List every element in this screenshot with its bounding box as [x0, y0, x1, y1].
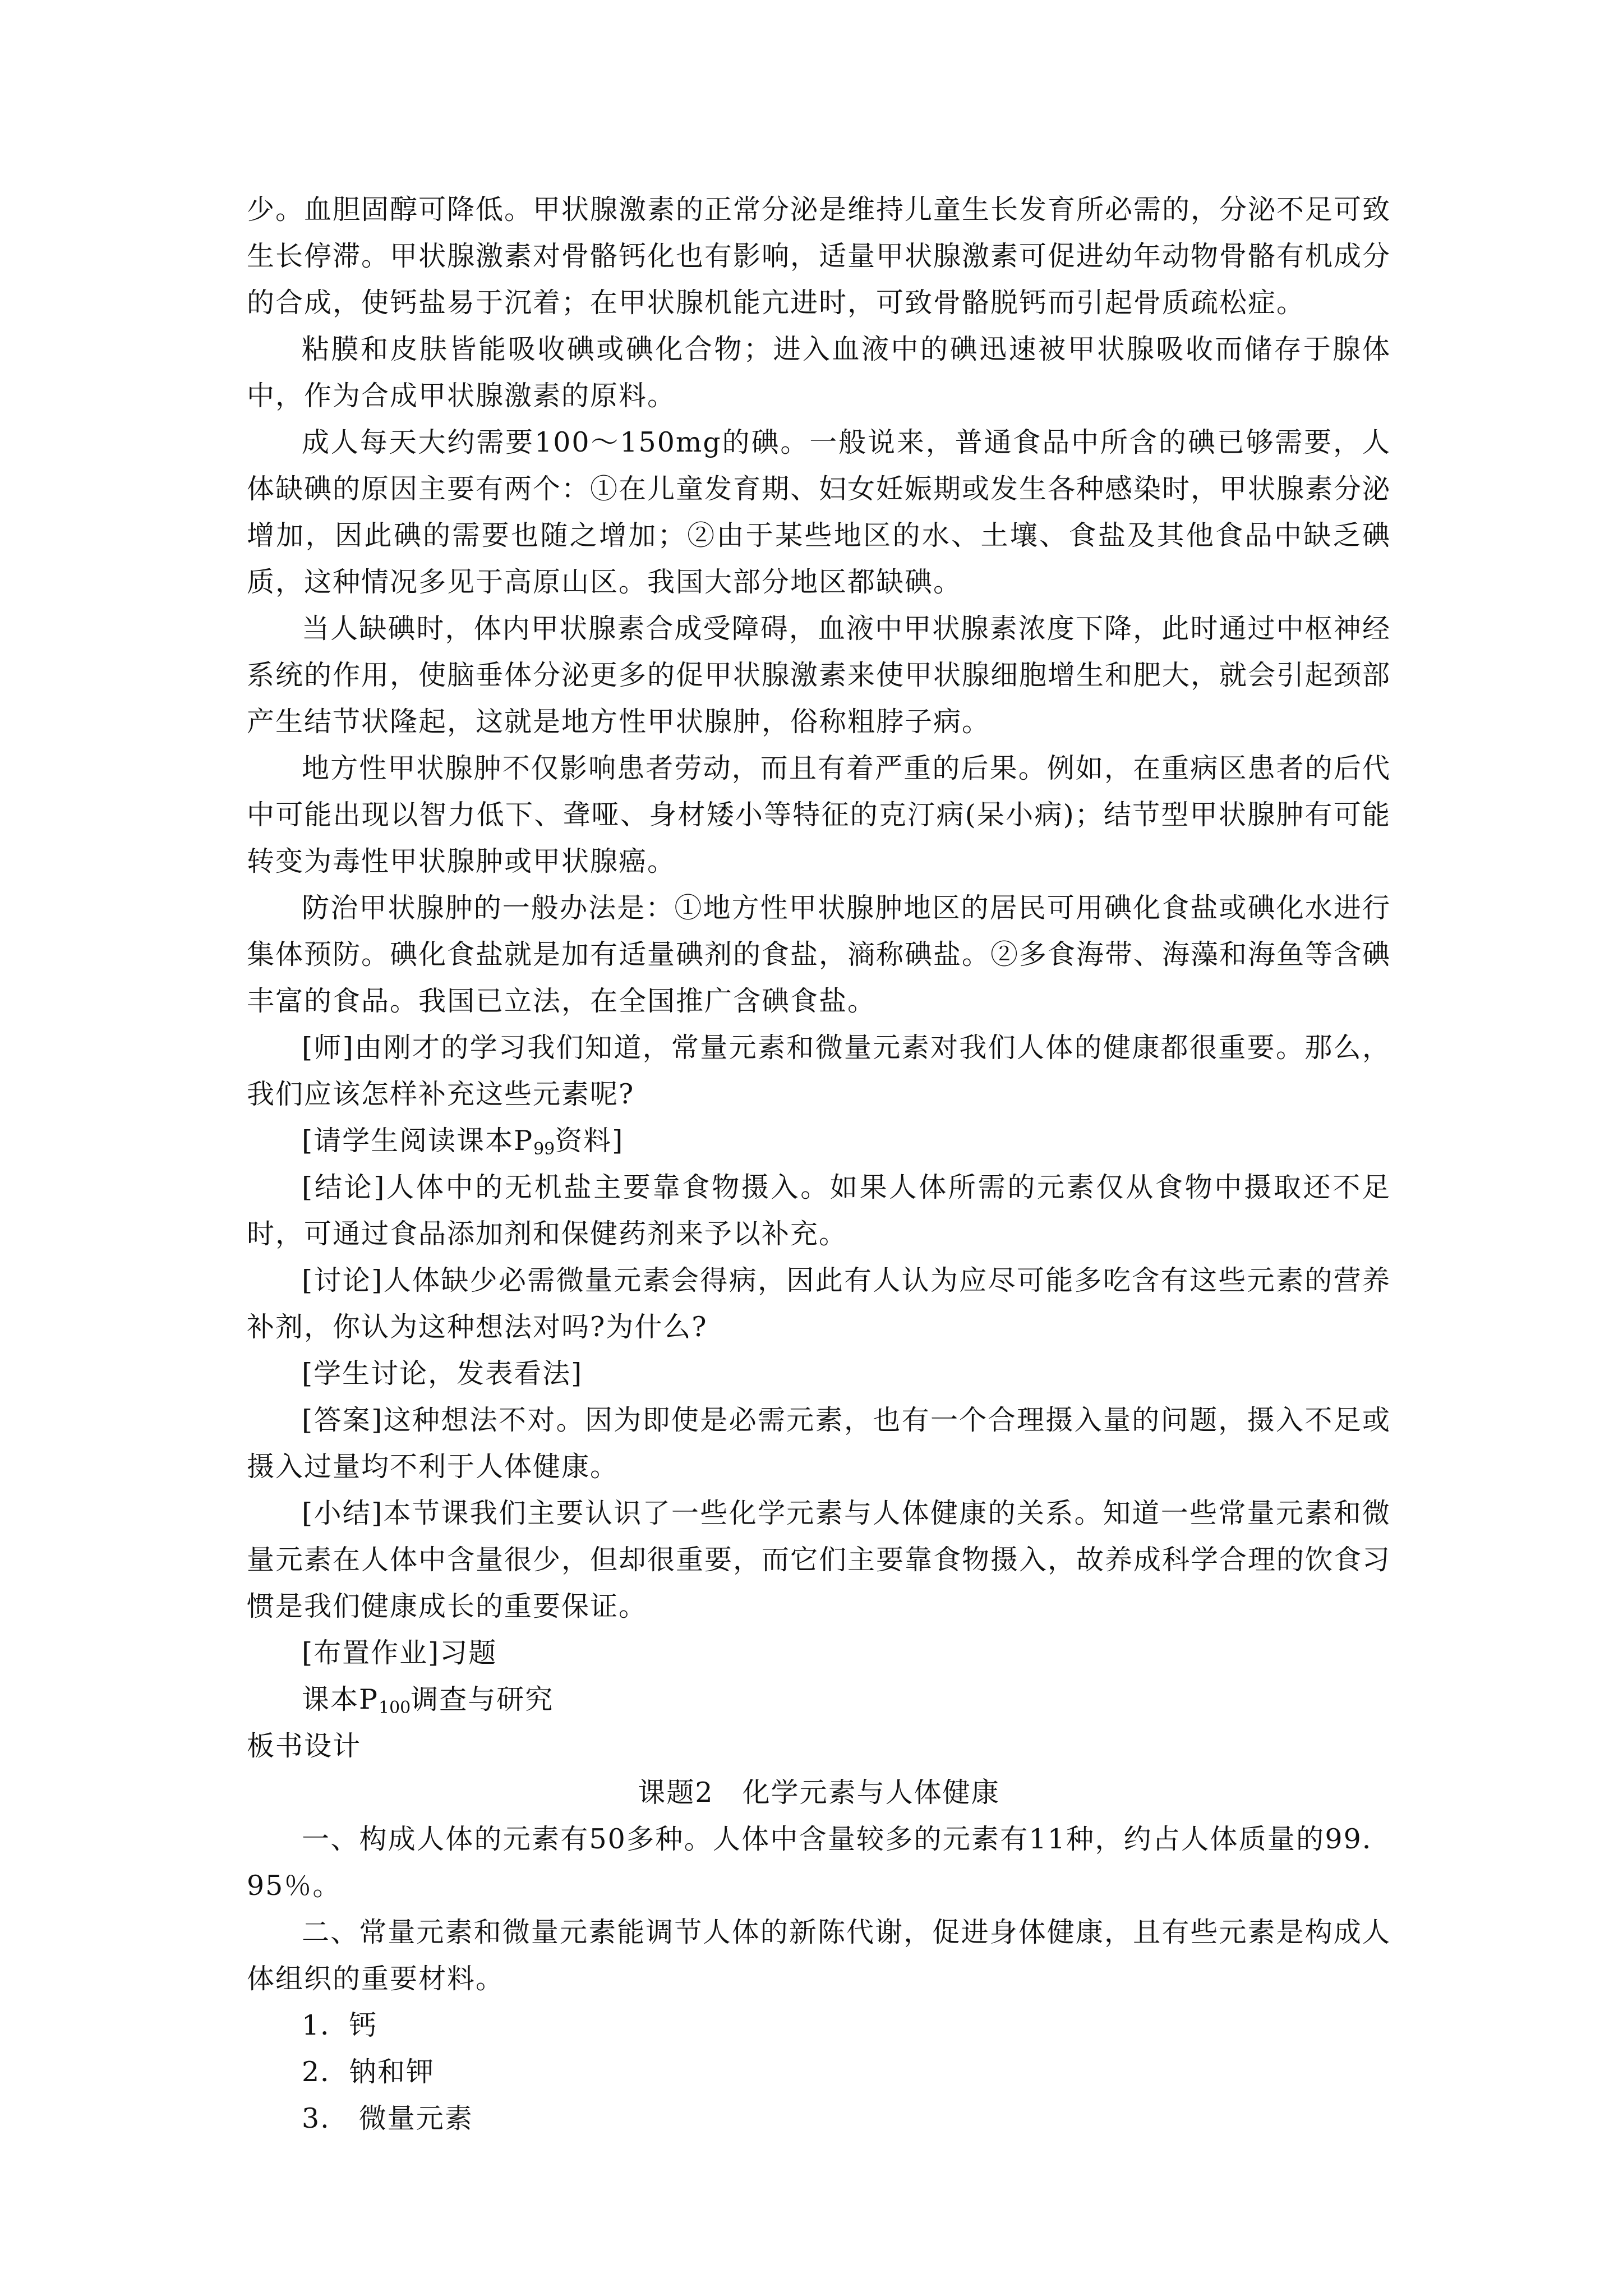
paragraph-goiter-prevention: 防治甲状腺肿的一般办法是：①地方性甲状腺肿地区的居民可用碘化食盐或碘化水进行集体预防。碘化食盐就是加有适量碘剂的食盐，滳称碘盐。②多食海带、海藻和海鱼等含碘丰富的食品。我国已立法，在全国推广含碘食盐。 [247, 892, 1391, 1017]
paragraph-teacher-question: [师]由刚才的学习我们知道，常量元素和微量元素对我们人体的健康都很重要。那么，我们应该怎样补充这些元素呢? [247, 1032, 1391, 1110]
reading-task-text: [请学生阅读课本P [302, 1125, 534, 1157]
homework-research-text: 课本P [302, 1683, 379, 1715]
paragraph-answer: [答案]这种想法不对。因为即使是必需元素，也有一个合理摄入量的问题，摄入不足或摄入过量均不利于人体健康。 [247, 1404, 1391, 1483]
board-point-2: 二、常量元素和微量元素能调节人体的新陈代谢，促进身体健康，且有些元素是构成人体组织的重要材料。 [247, 1916, 1391, 1995]
reading-task-page: 99 [533, 1139, 555, 1159]
paragraph-iodine-deficiency: 当人缺碘时，体内甲状腺素合成受障碍，血液中甲状腺素浓度下降，此时通过中枢神经系统的作用，使脑垂体分泌更多的促甲状腺激素来使甲状腺细胞增生和肥大，就会引起颈部产生结节状隆起，这就是地方性甲状腺肿，俗称粗脖子病。 [247, 613, 1391, 738]
paragraph-conclusion: [结论]人体中的无机盐主要靠食物摄入。如果人体所需的元素仅从食物中摄取还不足时，可通过食品添加剂和保健药剂来予以补充。 [247, 1171, 1391, 1250]
board-point-1: 一、构成人体的元素有50多种。人体中含量较多的元素有11种，约占人体质量的99．95％。 [247, 1823, 1391, 1902]
paragraph-summary: [小结]本节课我们主要认识了一些化学元素与人体健康的关系。知道一些常量元素和微量元素在人体中含量很少，但却很重要，而它们主要靠食物摄入，故养成科学合理的饮食习惯是我们健康成长的重要保证。 [247, 1497, 1391, 1622]
board-design-heading: 板书设计 [247, 1730, 362, 1762]
document-page [247, 186, 1391, 2142]
paragraph-goiter-consequences: 地方性甲状腺肿不仅影响患者劳动，而且有着严重的后果。例如，在重病区患者的后代中可能出现以智力低下、聋哑、身材矮小等特征的克汀病(呆小病)；结节型甲状腺肿有可能转变为毒性甲状腺肿或甲状腺癌。 [247, 752, 1391, 877]
paragraph-discussion: [讨论]人体缺少必需微量元素会得病，因此有人认为应尽可能多吃含有这些元素的营养补剂，你认为这种想法对吗?为什么? [247, 1264, 1391, 1343]
paragraph-iodine-requirement: 成人每天大约需要100～150mg的碘。一般说来，普通食品中所含的碘已够需要，人体缺碘的原因主要有两个：①在儿童发育期、妇女妊娠期或发生各种感染时，甲状腺素分泌增加，因此碘的需要也随之增加；②由于某些地区的水、土壤、食盐及其他食品中缺乏碘质，这种情况多见于高原山区。我国大部分地区都缺碘。 [247, 426, 1391, 598]
paragraph-iodine-absorption: 粘膜和皮肤皆能吸收碘或碘化合物；进入血液中的碘迅速被甲状腺吸收而储存于腺体中，作为合成甲状腺激素的原料。 [247, 333, 1391, 412]
board-item-trace-elements: 3. 微量元素 [302, 2102, 473, 2134]
paragraph-reading-task [247, 1117, 1391, 1164]
homework-research-page: 100 [378, 1698, 411, 1718]
board-item-sodium-potassium: 2．钠和钾 [302, 2056, 435, 2088]
board-item-calcium: 1．钙 [302, 2009, 378, 2041]
homework-research-suffix: 调查与研究 [411, 1683, 554, 1715]
reading-task-suffix: 资料] [555, 1125, 624, 1157]
paragraph-homework: [布置作业]习题 [302, 1637, 497, 1669]
paragraph-thyroid-hormone: 少。血胆固醇可降低。甲状腺激素的正常分泌是维持儿童生长发育所必需的，分泌不足可致生长停滞。甲状腺激素对骨骼钙化也有影响，适量甲状腺激素可促进幼年动物骨骼有机成分的合成，使钙盐易于沉着；在甲状腺机能亢进时，可致骨骼脱钙而引起骨质疏松症。 [247, 194, 1391, 319]
paragraph-student-discussion: [学生讨论，发表看法] [302, 1358, 583, 1389]
board-design-title: 课题2 化学元素与人体健康 [638, 1777, 1000, 1809]
paragraph-homework-research [247, 1676, 1391, 1723]
